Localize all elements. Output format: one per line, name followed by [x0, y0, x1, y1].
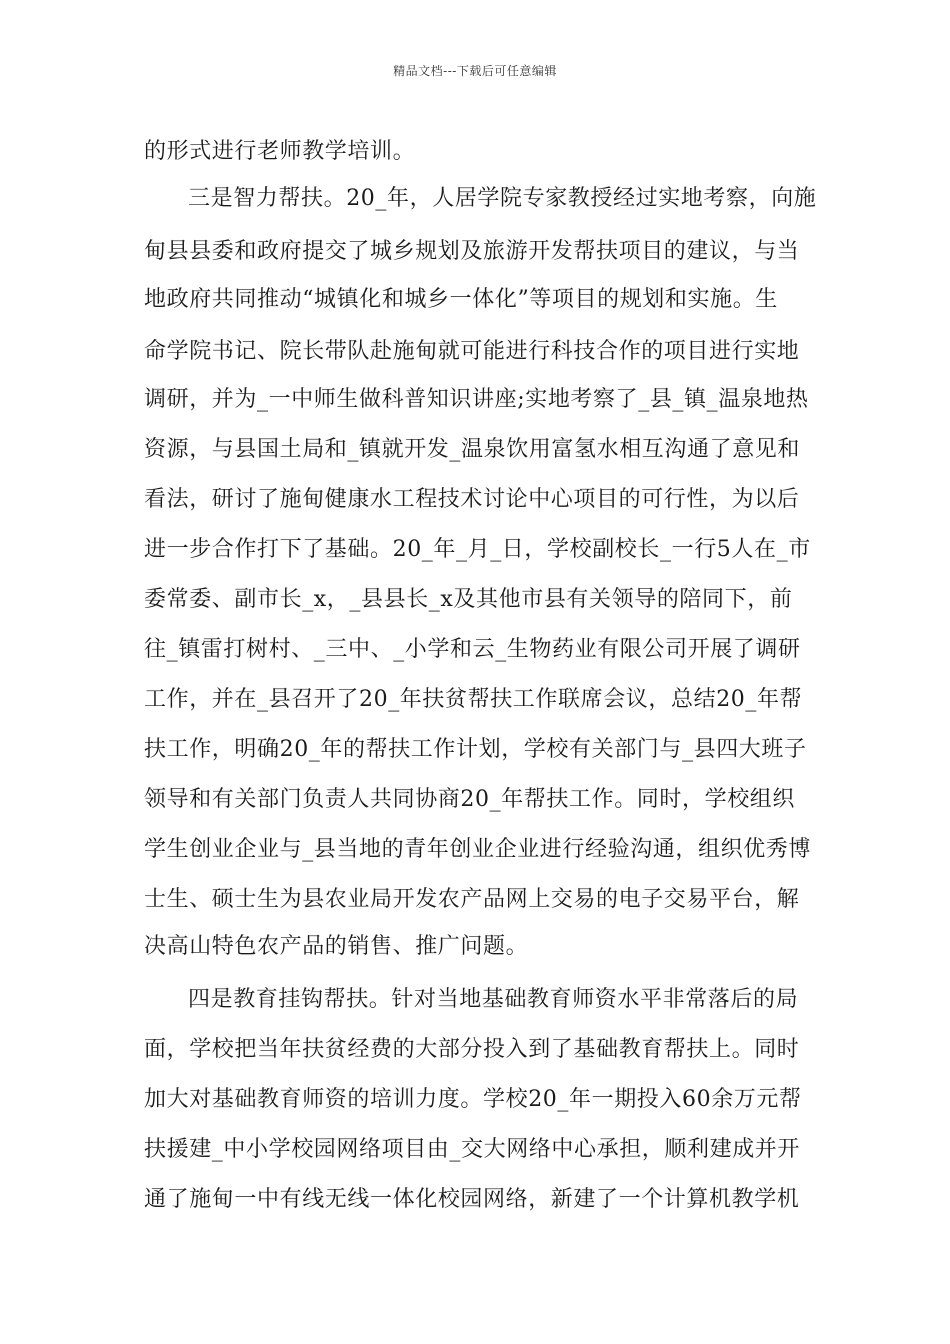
paragraph-first-line: 三是智力帮扶。20_年，人居学院专家教授经过实地考察，向施: [188, 186, 817, 211]
body-line: 的形式进行老师教学培训。: [144, 139, 416, 164]
body-line: 加大对基础教育师资的培训力度。学校20_年一期投入60余万元帮: [144, 1087, 802, 1112]
body-line: 面，学校把当年扶贫经费的大部分投入到了基础教育帮扶上。同时: [144, 1037, 800, 1062]
body-line: 工作，并在_县召开了20_年扶贫帮扶工作联席会议，总结20_年帮: [144, 687, 803, 712]
body-line: 领导和有关部门负责人共同协商20_年帮扶工作。同时，学校组织: [144, 787, 795, 812]
body-line: 扶援建_中小学校园网络项目由_交大网络中心承担，顺利建成并开: [144, 1137, 801, 1162]
body-line: 决高山特色农产品的销售、推广问题。: [144, 934, 529, 959]
body-line: 命学院书记、院长带队赴施甸就可能进行科技合作的项目进行实地: [144, 339, 800, 364]
body-line: 士生、硕士生为县农业局开发农产品网上交易的电子交易平台，解: [144, 887, 800, 912]
body-line: 往_镇雷打树村、_三中、_小学和云_生物药业有限公司开展了调研: [144, 637, 801, 662]
body-line: 调研，并为_一中师生做科普知识讲座;实地考察了_县_镇_温泉地热: [144, 387, 809, 412]
body-line: 甸县县委和政府提交了城乡规划及旅游开发帮扶项目的建议，与当: [144, 239, 800, 264]
body-line: 通了施甸一中有线无线一体化校园网络，新建了一个计算机教学机: [144, 1187, 800, 1212]
page-header: 精品文档---下载后可任意编辑: [393, 64, 557, 78]
body-line: 资源，与县国土局和_镇就开发_温泉饮用富氢水相互沟通了意见和: [144, 437, 801, 462]
body-line: 看法，研讨了施甸健康水工程技术讨论中心项目的可行性，为以后: [144, 487, 800, 512]
body-line: 学生创业企业与_县当地的青年创业企业进行经验沟通，组织优秀博: [144, 837, 812, 862]
body-line: 委常委、副市长_x，_县县长_x及其他市县有关领导的陪同下，前: [144, 587, 793, 612]
paragraph-first-line: 四是教育挂钩帮扶。针对当地基础教育师资水平非常落后的局: [188, 987, 799, 1012]
body-line: 扶工作，明确20_年的帮扶工作计划，学校有关部门与_县四大班子: [144, 737, 807, 762]
body-line: 地政府共同推动“城镇化和城乡一体化”等项目的规划和实施。生: [144, 287, 778, 312]
body-line: 进一步合作打下了基础。20_年_月_日，学校副校长_一行5人在_市: [144, 537, 811, 562]
